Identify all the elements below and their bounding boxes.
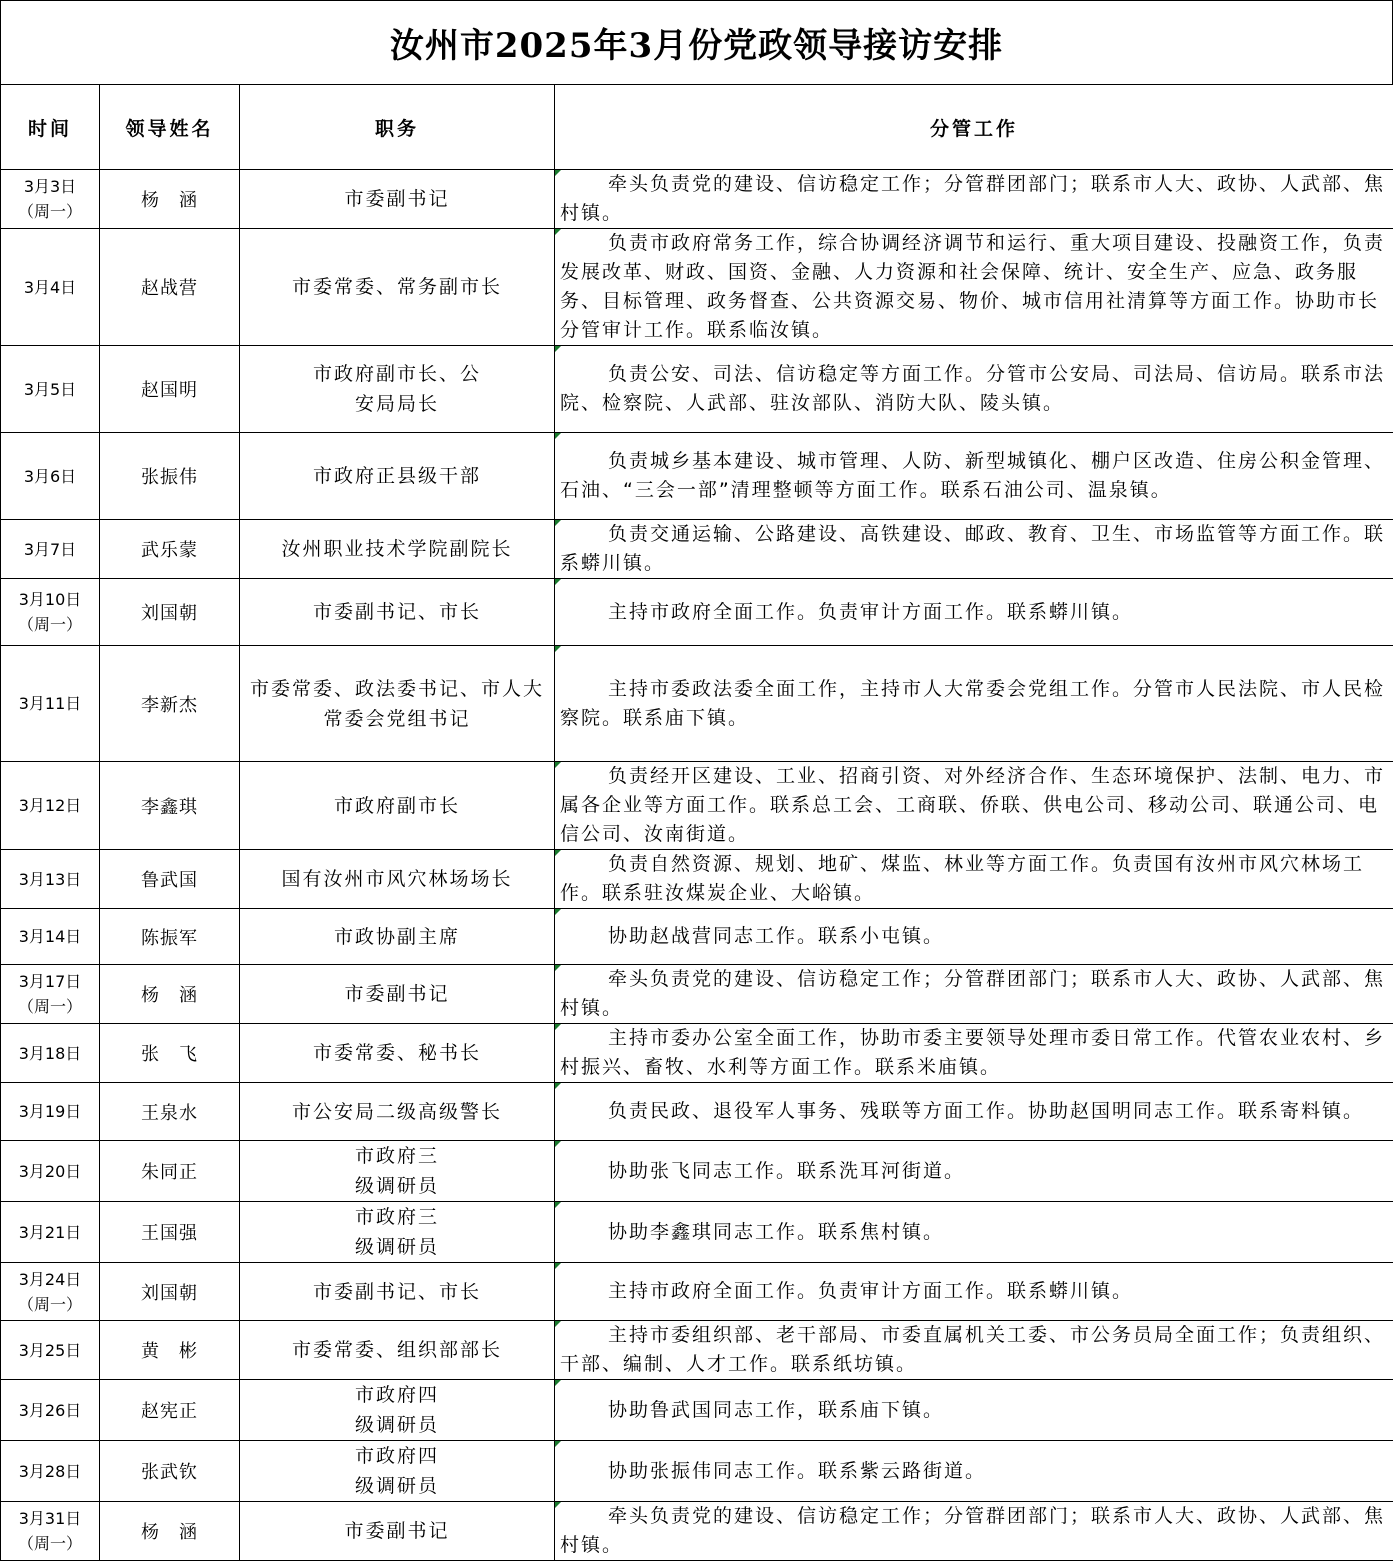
table-row [1,1441,1393,1502]
responsibility-cell: 主持市委政法委全面工作，主持市人大常委会党组工作。分管市人民法院、市人民检察院。联系庙下镇。 [555,646,1393,762]
leader-name-cell: 陈振军 [100,909,240,965]
position-cell: 市政府三级调研员 [240,1141,555,1202]
table-body [1,170,1393,1561]
leader-name-cell: 赵战营 [100,229,240,346]
position-cell: 市委副书记、市长 [240,1263,555,1321]
position-cell: 市委常委、秘书长 [240,1024,555,1083]
date-text: 3月7日 [1,537,99,562]
header-date: 时间 [1,85,100,170]
date-cell [1,579,100,646]
table-row [1,762,1393,850]
position-cell: 市委常委、常务副市长 [240,229,555,346]
date-cell [1,1141,100,1202]
leader-name-cell: 杨 涵 [100,170,240,229]
table-row [1,1083,1393,1141]
leader-name-cell: 黄 彬 [100,1321,240,1380]
responsibility-cell: 协助赵战营同志工作。联系小屯镇。 [555,909,1393,965]
table-row [1,646,1393,762]
leader-name-cell: 张 飞 [100,1024,240,1083]
responsibility-cell: 主持市委办公室全面工作，协助市委主要领导处理市委日常工作。代管农业农村、乡村振兴、畜牧、水利等方面工作。联系米庙镇。 [555,1024,1393,1083]
leader-name-cell: 王泉水 [100,1083,240,1141]
date-cell [1,646,100,762]
weekday-text: （周一） [1,1292,99,1317]
position-cell: 市委副书记、市长 [240,579,555,646]
date-cell [1,1321,100,1380]
table-row [1,1141,1393,1202]
leader-name-cell: 张武钦 [100,1441,240,1502]
table-row [1,229,1393,346]
header-name: 领导姓名 [100,85,240,170]
table-row [1,1502,1393,1561]
table-row [1,1263,1393,1321]
position-cell: 市政府四级调研员 [240,1380,555,1441]
date-text: 3月20日 [1,1159,99,1184]
date-text: 3月6日 [1,464,99,489]
leader-name-cell: 王国强 [100,1202,240,1263]
date-text: 3月18日 [1,1041,99,1066]
leader-name-cell: 赵宪正 [100,1380,240,1441]
responsibility-cell: 协助李鑫琪同志工作。联系焦村镇。 [555,1202,1393,1263]
leader-name-cell: 刘国朝 [100,579,240,646]
page-title: 汝州市2025年3月份党政领导接访安排 [0,0,1393,84]
responsibility-cell: 牵头负责党的建设、信访稳定工作；分管群团部门；联系市人大、政协、人武部、焦村镇。 [555,965,1393,1024]
position-cell: 市政府副市长 [240,762,555,850]
date-cell [1,909,100,965]
leader-name-cell: 武乐蒙 [100,520,240,579]
position-cell: 市政府三级调研员 [240,1202,555,1263]
leader-name-cell: 杨 涵 [100,1502,240,1561]
position-cell: 市委常委、政法委书记、市人大常委会党组书记 [240,646,555,762]
leader-name-cell: 赵国明 [100,346,240,433]
leader-name-cell: 杨 涵 [100,965,240,1024]
responsibility-cell: 负责自然资源、规划、地矿、煤监、林业等方面工作。负责国有汝州市风穴林场工作。联系驻汝煤炭企业、大峪镇。 [555,850,1393,909]
weekday-text: （周一） [1,1531,99,1556]
position-cell: 市政府正县级干部 [240,433,555,520]
header-work: 分管工作 [555,85,1393,170]
table-row [1,850,1393,909]
date-cell [1,1202,100,1263]
responsibility-cell: 负责城乡基本建设、城市管理、人防、新型城镇化、棚户区改造、住房公积金管理、石油、“三会一部”清理整顿等方面工作。联系石油公司、温泉镇。 [555,433,1393,520]
position-cell: 国有汝州市风穴林场场长 [240,850,555,909]
table-row [1,579,1393,646]
date-cell [1,229,100,346]
position-cell: 市委副书记 [240,170,555,229]
date-cell [1,1263,100,1321]
position-cell: 市委副书记 [240,1502,555,1561]
position-cell: 汝州职业技术学院副院长 [240,520,555,579]
leader-name-cell: 李鑫琪 [100,762,240,850]
date-cell [1,965,100,1024]
responsibility-cell: 协助张振伟同志工作。联系紫云路街道。 [555,1441,1393,1502]
date-text: 3月28日 [1,1459,99,1484]
leader-name-cell: 鲁武国 [100,850,240,909]
table-row [1,1024,1393,1083]
date-text: 3月13日 [1,867,99,892]
date-cell [1,346,100,433]
table-row [1,1321,1393,1380]
reception-schedule-table [0,84,1393,1561]
table-row [1,346,1393,433]
table-row [1,520,1393,579]
weekday-text: （周一） [1,199,99,224]
date-cell [1,1083,100,1141]
table-row [1,1202,1393,1263]
position-cell: 市政府四级调研员 [240,1441,555,1502]
date-cell [1,762,100,850]
date-cell [1,850,100,909]
date-cell [1,520,100,579]
position-cell: 市委副书记 [240,965,555,1024]
responsibility-cell: 协助张飞同志工作。联系洗耳河街道。 [555,1141,1393,1202]
responsibility-cell: 主持市政府全面工作。负责审计方面工作。联系蟒川镇。 [555,1263,1393,1321]
date-text: 3月14日 [1,924,99,949]
date-text: 3月31日 [1,1506,99,1531]
date-cell [1,433,100,520]
position-cell: 市政协副主席 [240,909,555,965]
leader-name-cell: 李新杰 [100,646,240,762]
responsibility-cell: 牵头负责党的建设、信访稳定工作；分管群团部门；联系市人大、政协、人武部、焦村镇。 [555,170,1393,229]
header-post: 职务 [240,85,555,170]
weekday-text: （周一） [1,612,99,637]
date-cell [1,1380,100,1441]
date-text: 3月3日 [1,174,99,199]
date-text: 3月17日 [1,969,99,994]
date-text: 3月4日 [1,275,99,300]
position-cell: 市委常委、组织部部长 [240,1321,555,1380]
date-text: 3月21日 [1,1220,99,1245]
weekday-text: （周一） [1,994,99,1019]
date-text: 3月11日 [1,691,99,716]
date-text: 3月12日 [1,793,99,818]
date-cell [1,1441,100,1502]
table-row [1,909,1393,965]
table-header-row [1,85,1393,170]
responsibility-cell: 负责交通运输、公路建设、高铁建设、邮政、教育、卫生、市场监管等方面工作。联系蟒川镇。 [555,520,1393,579]
position-cell: 市政府副市长、公安局局长 [240,346,555,433]
responsibility-cell: 负责经开区建设、工业、招商引资、对外经济合作、生态环境保护、法制、电力、市属各企业等方面工作。联系总工会、工商联、侨联、供电公司、移动公司、联通公司、电信公司、汝南街道。 [555,762,1393,850]
table-row [1,1380,1393,1441]
leader-name-cell: 张振伟 [100,433,240,520]
responsibility-cell: 牵头负责党的建设、信访稳定工作；分管群团部门；联系市人大、政协、人武部、焦村镇。 [555,1502,1393,1561]
date-cell [1,1024,100,1083]
date-cell [1,170,100,229]
date-text: 3月26日 [1,1398,99,1423]
responsibility-cell: 负责市政府常务工作，综合协调经济调节和运行、重大项目建设、投融资工作，负责发展改革、财政、国资、金融、人力资源和社会保障、统计、安全生产、应急、政务服务、目标管理、政务督查、公共资源交易、物价、城市信用社清算等方面工作。协助市长分管审计工作。联系临汝镇。 [555,229,1393,346]
leader-name-cell: 刘国朝 [100,1263,240,1321]
date-cell [1,1502,100,1561]
date-text: 3月19日 [1,1099,99,1124]
responsibility-cell: 负责民政、退役军人事务、残联等方面工作。协助赵国明同志工作。联系寄料镇。 [555,1083,1393,1141]
responsibility-cell: 负责公安、司法、信访稳定等方面工作。分管市公安局、司法局、信访局。联系市法院、检察院、人武部、驻汝部队、消防大队、陵头镇。 [555,346,1393,433]
date-text: 3月25日 [1,1338,99,1363]
position-cell: 市公安局二级高级警长 [240,1083,555,1141]
table-row [1,965,1393,1024]
responsibility-cell: 协助鲁武国同志工作，联系庙下镇。 [555,1380,1393,1441]
responsibility-cell: 主持市政府全面工作。负责审计方面工作。联系蟒川镇。 [555,579,1393,646]
table-row [1,170,1393,229]
date-text: 3月5日 [1,377,99,402]
leader-name-cell: 朱同正 [100,1141,240,1202]
responsibility-cell: 主持市委组织部、老干部局、市委直属机关工委、市公务员局全面工作；负责组织、干部、编制、人才工作。联系纸坊镇。 [555,1321,1393,1380]
table-row [1,433,1393,520]
date-text: 3月10日 [1,587,99,612]
date-text: 3月24日 [1,1267,99,1292]
